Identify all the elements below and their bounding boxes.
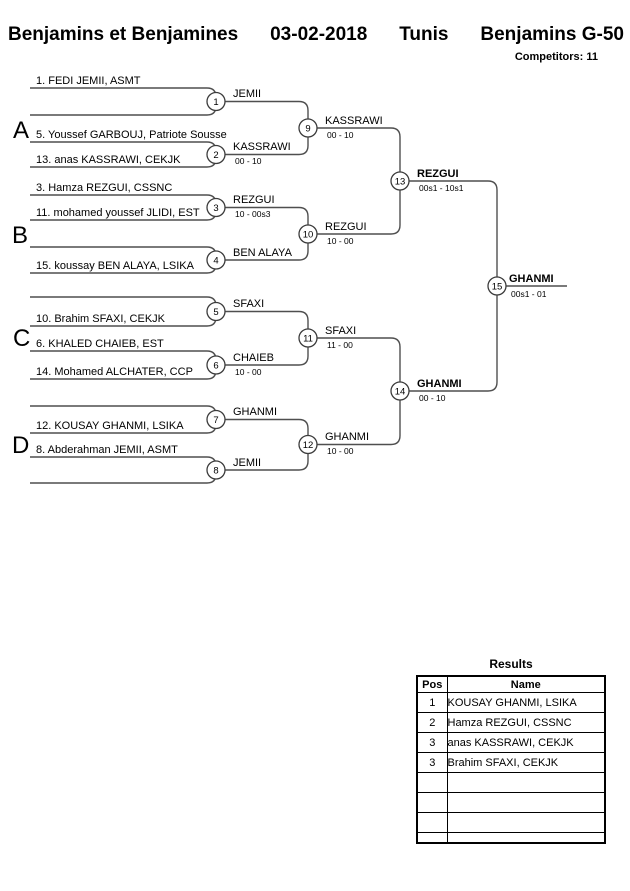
match-winner-label: BEN ALAYA [233,247,292,259]
match-score: 10 - 00 [235,367,262,377]
result-name [447,833,605,844]
match-winner-label: CHAIEB [233,352,274,364]
match-winner-label: REZGUI [233,194,275,206]
result-pos [417,793,447,813]
results-header-row [417,676,605,693]
match-winner-label: KASSRAWI [233,141,291,153]
group-label: C [13,325,31,352]
result-name: Hamza REZGUI, CSSNC [447,713,605,733]
match-number: 4 [213,255,219,267]
match-number: 13 [394,176,406,188]
table-row [417,833,605,844]
result-name: Brahim SFAXI, CEKJK [447,753,605,773]
match-winner-label: SFAXI [325,325,357,337]
match-score: 10 - 00 [327,446,354,456]
match-number: 14 [394,386,406,398]
results-col-pos: Pos [417,676,447,693]
result-pos [417,813,447,833]
match-score: 00 - 10 [327,130,354,140]
match-winner-label: REZGUI [325,221,367,233]
results-title: Results [489,657,533,671]
match-score: 10 - 00s3 [235,209,271,219]
results-col-name: Name [447,676,605,693]
match-winner-label: GHANMI [509,273,554,285]
match-winner-label: JEMII [233,88,262,100]
match-winner-label: GHANMI [325,431,369,443]
table-row [417,813,605,833]
match-score: 11 - 00 [327,340,353,350]
title-date: 03-02-2018 [270,24,368,45]
title-category: Benjamins G-50 [480,24,624,45]
result-name [447,813,605,833]
result-pos: 3 [417,733,447,753]
player-entry: 13. anas KASSRAWI, CEKJK [36,154,181,166]
table-row [417,793,605,813]
group-label: D [12,432,30,459]
group-label: B [12,222,29,249]
player-entry: 15. koussay BEN ALAYA, LSIKA [36,260,194,272]
match-score: 00s1 - 01 [511,289,547,299]
result-pos: 2 [417,713,447,733]
match-winner-label: KASSRAWI [325,115,383,127]
group-label: A [13,117,30,144]
match-number: 5 [213,307,219,318]
match-score: 00 - 10 [235,156,262,166]
match-winner-label: GHANMI [417,378,462,390]
match-number: 1 [213,97,219,108]
match-score: 00s1 - 10s1 [419,183,464,193]
player-entry: 6. KHALED CHAIEB, EST [36,338,164,350]
player-entry: 14. Mohamed ALCHATER, CCP [36,366,193,378]
title-city: Tunis [399,24,449,45]
result-pos [417,773,447,793]
match-winner-label: REZGUI [417,168,459,180]
player-entry: 8. Abderahman JEMII, ASMT [36,444,178,456]
match-score: 10 - 00 [327,236,354,246]
result-name [447,793,605,813]
match-number: 11 [303,333,313,345]
match-number: 6 [213,360,219,372]
match-number: 8 [213,465,219,477]
result-pos: 3 [417,753,447,773]
match-number: 10 [302,229,314,241]
title-event: Benjamins et Benjamines [8,24,239,45]
match-number: 9 [305,123,311,135]
table-row [417,713,605,733]
match-winner-label: SFAXI [233,298,265,310]
player-entry: 11. mohamed youssef JLIDI, EST [36,207,200,219]
result-pos [417,833,447,844]
result-pos: 1 [417,693,447,713]
player-entry: 12. KOUSAY GHANMI, LSIKA [36,420,184,432]
match-number: 15 [491,281,503,293]
result-name: KOUSAY GHANMI, LSIKA [447,693,605,713]
result-name [447,773,605,793]
competitors-count: Competitors: 11 [514,51,598,63]
result-name: anas KASSRAWI, CEKJK [447,733,605,753]
match-number: 3 [213,203,219,214]
player-entry: 3. Hamza REZGUI, CSSNC [36,182,173,194]
match-number: 2 [213,150,219,161]
player-entry: 1. FEDI JEMII, ASMT [36,75,141,87]
match-number: 12 [302,440,314,451]
table-row [417,733,605,753]
results-table [416,675,606,844]
match-score: 00 - 10 [419,393,446,403]
table-row [417,753,605,773]
match-number: 7 [213,415,219,426]
match-winner-label: GHANMI [233,406,277,418]
match-winner-label: JEMII [233,457,262,469]
table-row [417,693,605,713]
table-row [417,773,605,793]
player-entry: 10. Brahim SFAXI, CEKJK [36,313,165,325]
player-entry: 5. Youssef GARBOUJ, Patriote Sousse [36,129,227,141]
